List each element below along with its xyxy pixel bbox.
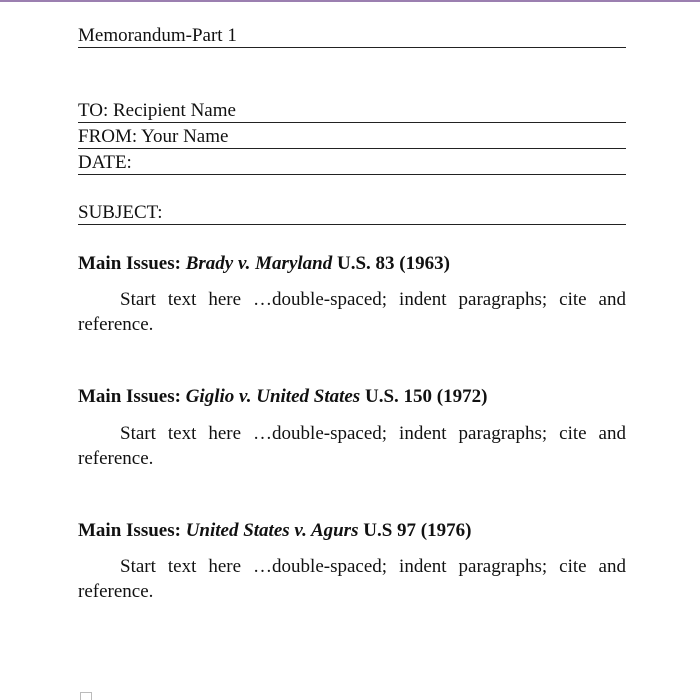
document-top-border (0, 0, 700, 2)
from-field: FROM: Your Name (78, 126, 229, 147)
section-body-2 (78, 421, 626, 471)
body-text: Start text here …double-spaced; indent paragraphs; cite and reference. (78, 423, 626, 469)
memo-title: Memorandum-Part 1 (78, 25, 237, 46)
case-name: Brady v. Maryland (185, 253, 333, 274)
subject-field-line (78, 202, 626, 225)
case-citation: U.S. 150 (1972) (360, 386, 488, 407)
section-body-3 (78, 554, 626, 604)
case-name: Giglio v. United States (185, 386, 361, 407)
date-field: DATE: (78, 152, 132, 173)
section-body-1 (78, 287, 626, 337)
body-text: Start text here …double-spaced; indent paragraphs; cite and reference. (78, 289, 626, 335)
heading-prefix: Main Issues: (78, 253, 186, 274)
subject-field: SUBJECT: (78, 202, 163, 223)
memo-title-line (78, 25, 626, 48)
checkbox-marker (80, 692, 92, 700)
body-text: Start text here …double-spaced; indent paragraphs; cite and reference. (78, 556, 626, 602)
heading-prefix: Main Issues: (78, 520, 186, 541)
to-field-line (78, 100, 626, 123)
section-heading-2 (78, 385, 626, 409)
date-field-line (78, 152, 626, 175)
heading-prefix: Main Issues: (78, 386, 186, 407)
section-heading-3 (78, 519, 626, 543)
case-citation: U.S 97 (1976) (358, 520, 472, 541)
case-name: United States v. Agurs (185, 520, 359, 541)
section-heading-1 (78, 252, 626, 276)
case-citation: U.S. 83 (1963) (332, 253, 450, 274)
from-field-line (78, 126, 626, 149)
to-field: TO: Recipient Name (78, 100, 236, 121)
